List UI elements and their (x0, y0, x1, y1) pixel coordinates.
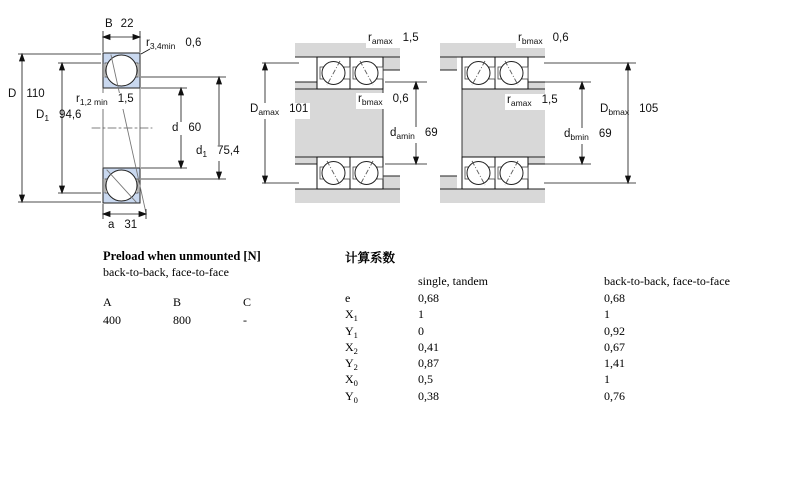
factors-col1-header: single, tandem (418, 274, 488, 288)
dim-label-arr2-rbmax: $r_{bmax}$ 0,6 (518, 32, 569, 46)
dim-label-arr2-dbmin: $d_{bmin}$ 69 (564, 128, 612, 142)
dim-label-arr1-Damax: $D_{amax}$ 101 (250, 103, 309, 117)
dim-label-arr2-Dbmax: $D_{bmax}$ 105 (600, 103, 659, 117)
dim-label-D: D 110 (8, 88, 45, 100)
dim-label-arr1-rbmax: $r_{bmax}$ 0,6 (358, 93, 409, 107)
factors-title: 计算系数 (345, 251, 396, 265)
factors-header-row (345, 274, 744, 291)
factors-row-x2: $X_2$ 0,41 0,67 (345, 339, 625, 356)
preload-value-b: 800 (173, 313, 191, 327)
dim-label-d: d 60 (172, 122, 202, 134)
factors-col2-header: back-to-back, face-to-face (604, 274, 730, 288)
preload-header-row (103, 295, 283, 310)
preload-col-c: C (243, 295, 252, 309)
preload-table (103, 249, 283, 328)
dim-label-arr2-ramax: $r_{amax}$ 1,5 (507, 94, 558, 108)
dim-label-r12min: $r_{1,2 min}$ 1,5 (76, 93, 134, 107)
dim-label-r34min: $r_{3,4min}$ 0,6 (146, 37, 202, 51)
factors-row-e: e 0,68 0,68 (345, 291, 625, 305)
factors-row-y0: $Y_0$ 0,38 0,76 (345, 388, 625, 405)
preload-col-b: B (173, 295, 182, 309)
mounting-arrangement-1 (262, 43, 427, 203)
dim-label-D1: $D_1$ 94,6 (36, 109, 82, 123)
dim-label-arr1-damin: $d_{amin}$ 69 (390, 127, 438, 141)
preload-value-row (103, 313, 283, 328)
calculation-factors-table (345, 248, 744, 405)
dim-label-arr1-ramax: $r_{amax}$ 1,5 (368, 32, 419, 46)
factors-row-x0: $X_0$ 0,5 1 (345, 372, 610, 389)
factors-row-y2: $Y_2$ 0,87 1,41 (345, 356, 625, 373)
dim-label-B: B 22 (105, 18, 134, 30)
mounting-arrangement-2 (440, 43, 636, 203)
factors-row-y1: $Y_1$ 0 0,92 (345, 323, 625, 340)
factors-row-x1: $X_1$ 1 1 (345, 307, 610, 324)
preload-subtitle: back-to-back, face-to-face (103, 265, 229, 279)
dim-label-d1: $d_1$ 75,4 (196, 145, 240, 159)
preload-col-a: A (103, 295, 112, 309)
preload-value-a: 400 (103, 313, 121, 327)
preload-title: Preload when unmounted [N] (103, 249, 261, 263)
preload-value-c: - (243, 313, 247, 327)
dim-label-a: a 31 (108, 219, 138, 231)
